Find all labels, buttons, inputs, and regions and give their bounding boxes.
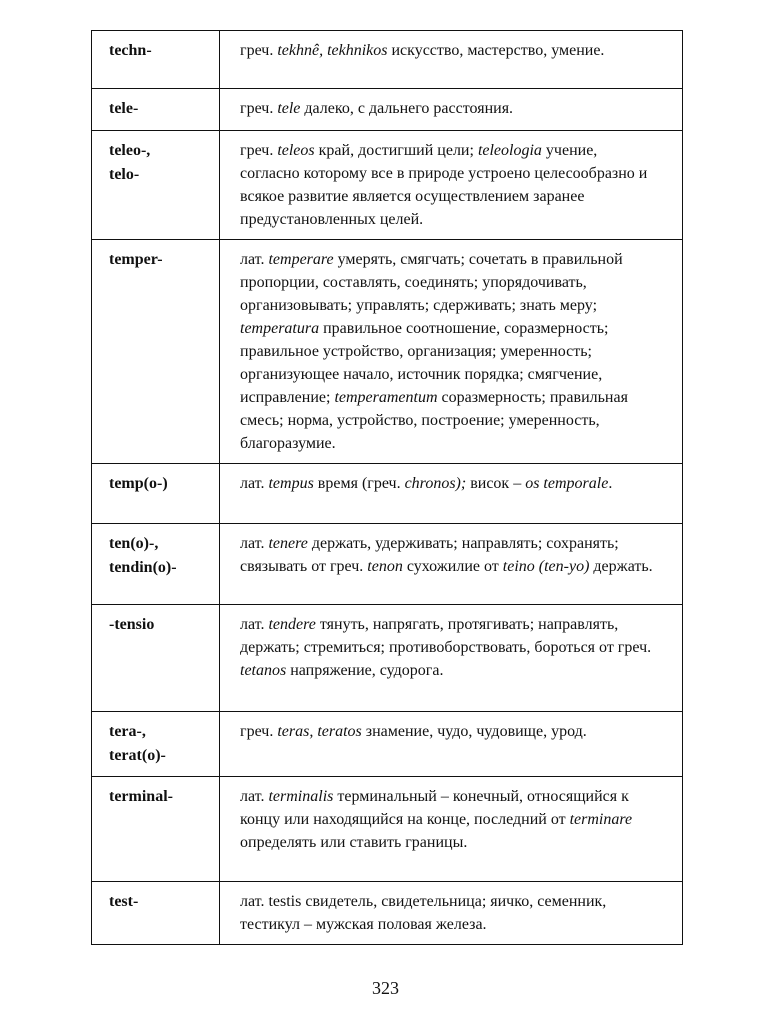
term-text: terat(o)- bbox=[109, 747, 166, 764]
term-cell bbox=[92, 712, 220, 777]
definition-text: правильное соотношение, соразмерность; правильное устройство, организация; умеренность; организующее начало, источник порядка; смягчение, исправление; bbox=[240, 320, 609, 406]
definition-text: лат. testis свидетель, свидетельница; яичко, семенник, тестикул – мужская половая железа. bbox=[240, 893, 607, 933]
definition-cell bbox=[220, 240, 683, 464]
definition-italic-text: os temporale bbox=[525, 475, 609, 492]
definition-text: соразмерность; правильная смесь; норма, устройство, построение; умеренность, благоразумие. bbox=[240, 389, 628, 452]
definition-italic-text: terminalis bbox=[268, 788, 334, 805]
definition-italic-text: temperamentum bbox=[334, 389, 438, 406]
definition-text: край, достигший цели; bbox=[314, 142, 478, 159]
term-text: tendin(o)- bbox=[109, 559, 177, 576]
definition-text: время (греч. bbox=[313, 475, 405, 492]
definition-italic-text: chronos); bbox=[404, 475, 467, 492]
definition-text: лат. bbox=[240, 535, 269, 552]
definition-text: держать, удерживать; направлять; сохранять; связывать от греч. bbox=[240, 535, 619, 575]
definition-cell bbox=[220, 712, 683, 777]
definition-cell bbox=[220, 464, 683, 524]
dictionary-row bbox=[92, 31, 683, 89]
definition-italic-text: tempus bbox=[268, 475, 314, 492]
definition-text: висок – bbox=[466, 475, 526, 492]
definition-text: умерять, смягчать; сочетать в правильной пропорции, составлять, соединять; упорядочивать, организовывать; управлять; сдерживать; знать меру; bbox=[240, 251, 623, 314]
definition-text: держать. bbox=[589, 558, 653, 575]
definition-text: определять или ставить границы. bbox=[240, 834, 468, 851]
definition-text: греч. bbox=[240, 42, 278, 59]
definition-text: лат. bbox=[240, 788, 269, 805]
dictionary-row bbox=[92, 240, 683, 464]
definition-italic-text: teras, teratos bbox=[277, 723, 362, 740]
definition-text: греч. bbox=[240, 723, 278, 740]
term-text: -tensio bbox=[109, 616, 155, 633]
term-cell bbox=[92, 131, 220, 240]
definition-cell bbox=[220, 31, 683, 89]
term-cell bbox=[92, 882, 220, 945]
definition-cell bbox=[220, 89, 683, 131]
term-text: telo- bbox=[109, 166, 140, 183]
term-text: temp(o-) bbox=[109, 475, 168, 492]
dictionary-row bbox=[92, 131, 683, 240]
definition-text: . bbox=[608, 475, 613, 492]
definition-italic-text: teleologia bbox=[477, 142, 542, 159]
definition-italic-text: tenon bbox=[367, 558, 403, 575]
dictionary-row bbox=[92, 882, 683, 945]
definition-text: лат. bbox=[240, 616, 269, 633]
definition-text: терминальный – конечный, относящийся к концу или находящийся на конце, последний от bbox=[240, 788, 629, 828]
dictionary-row bbox=[92, 464, 683, 524]
definition-cell bbox=[220, 524, 683, 605]
term-text: test- bbox=[109, 893, 139, 910]
definition-italic-text: teleos bbox=[277, 142, 315, 159]
term-text: tele- bbox=[109, 100, 139, 117]
definition-text: далеко, с дальнего расстояния. bbox=[300, 100, 514, 117]
definition-cell bbox=[220, 882, 683, 945]
term-text: techn- bbox=[109, 42, 152, 59]
dictionary-row bbox=[92, 524, 683, 605]
definition-text: лат. bbox=[240, 475, 269, 492]
definition-text: греч. bbox=[240, 100, 278, 117]
dictionary-row bbox=[92, 89, 683, 131]
definition-italic-text: terminare bbox=[569, 811, 633, 828]
dictionary-table-body bbox=[92, 31, 683, 945]
definition-text: лат. bbox=[240, 251, 269, 268]
term-cell bbox=[92, 524, 220, 605]
definition-cell bbox=[220, 605, 683, 712]
definition-italic-text: temperatura bbox=[240, 320, 320, 337]
definition-italic-text: tenere bbox=[268, 535, 308, 552]
definition-italic-text: teino (ten-yo) bbox=[502, 558, 590, 575]
definition-italic-text: temperare bbox=[268, 251, 334, 268]
definition-cell bbox=[220, 777, 683, 882]
definition-text: сухожилие от bbox=[402, 558, 503, 575]
term-text: tera-, bbox=[109, 723, 146, 740]
definition-text: греч. bbox=[240, 142, 278, 159]
definition-italic-text: tetanos bbox=[240, 662, 287, 679]
term-text: teleo-, bbox=[109, 142, 151, 159]
definition-text: учение, согласно которому все в природе устроено целесообразно и всякое развитие является осуществлением заранее предустановленных целей. bbox=[240, 142, 648, 228]
dictionary-table bbox=[91, 30, 683, 945]
definition-text: напряжение, судорога. bbox=[286, 662, 444, 679]
term-cell bbox=[92, 464, 220, 524]
definition-italic-text: tendere bbox=[268, 616, 316, 633]
definition-text: искусство, мастерство, умение. bbox=[387, 42, 605, 59]
term-cell bbox=[92, 605, 220, 712]
term-cell bbox=[92, 777, 220, 882]
definition-italic-text: tele bbox=[277, 100, 301, 117]
definition-italic-text: tekhnê, tekhnikos bbox=[277, 42, 388, 59]
definition-text: тянуть, напрягать, протягивать; направлять, держать; стремиться; противоборствовать, бороться от греч. bbox=[240, 616, 652, 656]
dictionary-row bbox=[92, 712, 683, 777]
term-text: terminal- bbox=[109, 788, 173, 805]
dictionary-row bbox=[92, 605, 683, 712]
page-number: 323 bbox=[372, 978, 399, 998]
term-cell bbox=[92, 240, 220, 464]
term-cell bbox=[92, 89, 220, 131]
definition-text: знамение, чудо, чудовище, урод. bbox=[361, 723, 587, 740]
term-text: ten(o)-, bbox=[109, 535, 159, 552]
definition-cell bbox=[220, 131, 683, 240]
dictionary-row bbox=[92, 777, 683, 882]
term-cell bbox=[92, 31, 220, 89]
term-text: temper- bbox=[109, 251, 163, 268]
